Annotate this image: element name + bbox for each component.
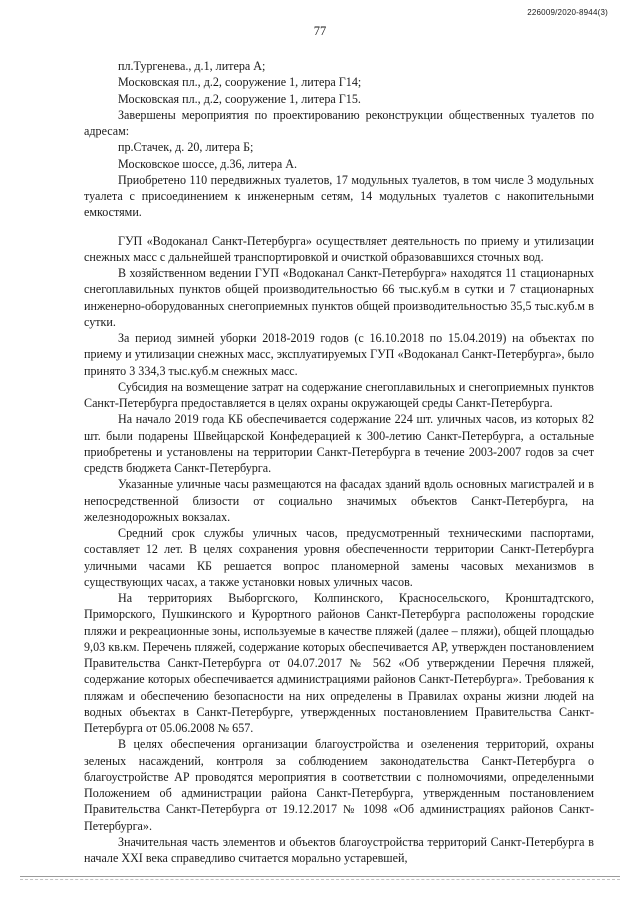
document-registration-number: 226009/2020-8944(3) bbox=[527, 8, 608, 17]
body-paragraph: пл.Тургенева., д.1, литера А; bbox=[118, 59, 266, 73]
body-paragraph: Приобретено 110 передвижных туалетов, 17 модульных туалетов, в том числе 3 модульных туалета с присоединением к инженерным сетям, 14 модульных туалетов с накопительными емкостями. bbox=[84, 172, 594, 220]
body-paragraph: пр.Стачек, д. 20, литера Б; bbox=[118, 140, 254, 155]
body-paragraph: Субсидия на возмещение затрат на содержание снегоплавильных и снегоприемных пунктов Санкт-Петербурга предоставляется в целях охраны окружающей среды Санкт-Петербурга. bbox=[84, 379, 594, 410]
page-bottom-edge-shadow bbox=[20, 879, 620, 880]
body-paragraph: В целях обеспечения организации благоустройства и озеленения территорий, охраны зеленых насаждений, контроля за соблюдением законодательства Санкт-Петербурга о благоустройстве АР проводятся мероприятия в соответствии с полномочиями, определенными Положением об администрации района Санкт-Петербурга, утвержденным постановлением Правительства Санкт-Петербурга от 19.12.2017 № 1098 «Об администрациях районов Санкт-Петербурга». bbox=[84, 737, 594, 833]
body-paragraph: ГУП «Водоканал Санкт-Петербурга» осуществляет деятельность по приему и утилизации снежных масс с дальнейшей транспортировкой и очисткой образовавшихся сточных вод. bbox=[84, 233, 594, 264]
body-paragraph: Значительная часть элементов и объектов благоустройства территорий Санкт-Петербурга в начале XXI века справедливо считается морально устаревшей, bbox=[84, 834, 594, 865]
body-paragraph: На территориях Выборгского, Колпинского, Красносельского, Кронштадтского, Приморского, Пушкинского и Курортного районов Санкт-Петербурга расположены городские пляжи и рекреационные зоны, используемые в качестве пляжей (далее – пляжи), общей площадью 9,03 кв.км. Перечень пляжей, содержание которых обеспечивается АР, утвержден постановлением Правительства Санкт-Петербурга от 04.07.2017 № 562 «Об утверждении Перечня пляжей, содержание которых обеспечивается администрациями районов Санкт-Петербурга». Требования к пляжам и обеспечению безопасности на них определены в Правилах охраны жизни людей на водных объектах в Санкт-Петербурге, утвержденных постановлением Правительства Санкт-Петербурга от 05.06.2008 № 657. bbox=[84, 591, 594, 735]
page-number: 77 bbox=[313, 24, 327, 38]
body-paragraph: Московская пл., д.2, сооружение 1, литера Г15. bbox=[118, 91, 361, 106]
body-paragraph: Завершены мероприятия по проектированию реконструкции общественных туалетов по адресам: bbox=[84, 107, 594, 138]
document-body bbox=[84, 58, 594, 866]
body-paragraph: Указанные уличные часы размещаются на фасадах зданий вдоль основных магистралей и в непосредственной близости от социально значимых объектов Санкт-Петербурга, на железнодорожных вокзалах. bbox=[84, 477, 594, 524]
body-paragraph: За период зимней уборки 2018-2019 годов (с 16.10.2018 по 15.04.2019) на объектах по приему и утилизации снежных масс, эксплуатируемых ГУП «Водоканал Санкт-Петербурга», было принято 3 334,3 тыс.куб.м снежных масс. bbox=[84, 331, 594, 378]
body-paragraph: В хозяйственном ведении ГУП «Водоканал Санкт-Петербурга» находятся 11 стационарных снегоплавильных пунктов общей производительностью 66 тыс.куб.м в сутки и 7 стационарных инженерно-оборудованных снегоприемных пунктов общей производительностью 35,5 тыс.куб.м в сутки. bbox=[84, 266, 594, 329]
body-paragraph: На начало 2019 года КБ обеспечивается содержание 224 шт. уличных часов, из которых 82 шт. были подарены Швейцарской Конфедерацией к 300-летию Санкт-Петербурга, а остальные приобретены и установлены на территории Санкт-Петербурга в течение 2003-2007 годов за счет средств бюджета Санкт-Петербурга. bbox=[84, 412, 594, 475]
page-bottom-edge-line bbox=[20, 876, 620, 877]
body-paragraph: Московское шоссе, д.36, литера А. bbox=[118, 156, 297, 171]
body-paragraph: Московская пл., д.2, сооружение 1, литера Г14; bbox=[118, 75, 362, 90]
body-paragraph: Средний срок службы уличных часов, предусмотренный техническими паспортами, составляет 12 лет. В целях сохранения уровня обеспеченности территории Санкт-Петербурга уличными часами КБ решается вопрос планомерной замены часовых механизмов в существующих часах, а также установки новых уличных часов. bbox=[84, 526, 594, 589]
